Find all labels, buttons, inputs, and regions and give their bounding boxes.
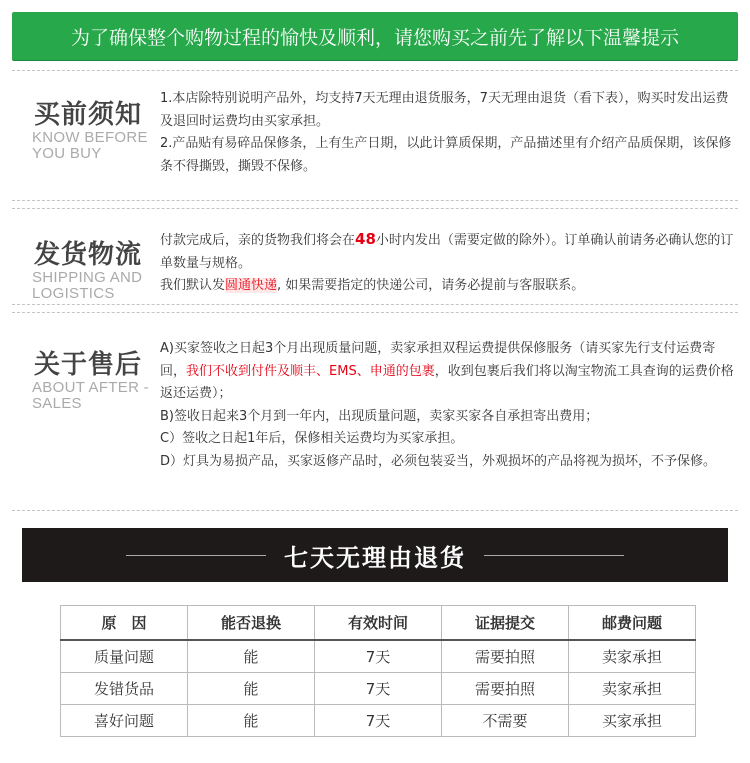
table-row [61, 705, 696, 737]
table-row [61, 640, 696, 673]
table-cell: 质量问题 [61, 640, 188, 673]
table-row [61, 673, 696, 705]
section-title: 关于售后 [34, 350, 143, 380]
return-policy-title-bar [22, 528, 728, 582]
decorative-line [484, 555, 624, 556]
section-subtitle: ABOUT AFTER -SALES [32, 379, 149, 412]
table-cell: 需要拍照 [442, 640, 569, 673]
section-know-before-you-buy [12, 84, 738, 194]
paragraph: 付款完成后，亲的货物我们将会在48小时内发出（需要定做的除外）。订单确认前请务必确认您的订单数量与规格。 [160, 230, 734, 271]
table-cell: 买家承担 [569, 705, 696, 737]
divider [12, 200, 738, 201]
table-header-cell: 证据提交 [442, 606, 569, 641]
divider [12, 304, 738, 305]
table-cell: 7天 [315, 673, 442, 705]
section-shipping-logistics [12, 224, 738, 314]
table-header-row [61, 606, 696, 641]
section-body [160, 228, 738, 298]
table-cell: 不需要 [442, 705, 569, 737]
section-subtitle: SHIPPING AND LOGISTICS [32, 269, 143, 302]
decorative-line [126, 555, 266, 556]
paragraph: 我们默认发圆通快递, 如果需要指定的快递公司，请务必提前与客服联系。 [160, 278, 585, 293]
paragraph: 2.产品贴有易碎品保修条，上有生产日期，以此计算质保期，产品描述里有介绍产品质保期，该保修条不得撕毁，撕毁不保修。 [160, 136, 732, 174]
table-cell: 卖家承担 [569, 673, 696, 705]
section-title: 买前须知 [34, 100, 143, 130]
paragraph: A)买家签收之日起3个月出现质量问题，卖家承担双程运费提供保修服务（请买家先行支付运费寄回，我们不收到付件及顺丰、EMS、申通的包裹，收到包裹后我们将以淘宝物流工具查询的运费价格返还运费）； [160, 341, 734, 401]
table-cell: 7天 [315, 705, 442, 737]
paragraph: C）签收之日起1年后，保修相关运费均为买家承担。 [160, 431, 464, 446]
divider [12, 510, 738, 511]
return-policy-table [60, 605, 696, 737]
table-cell: 需要拍照 [442, 673, 569, 705]
paragraph: 1.本店除特别说明产品外，均支持7天无理由退货服务，7天无理由退货（看下表），购买时发出运费及退回时运费均由买家承担。 [160, 91, 729, 129]
return-policy-title: 七天无理由退货 [284, 543, 466, 572]
table-cell: 7天 [315, 640, 442, 673]
section-title: 发货物流 [34, 240, 143, 270]
section-body [160, 338, 738, 473]
highlight-hours: 48 [355, 230, 376, 248]
divider [12, 208, 738, 209]
table-cell: 能 [188, 705, 315, 737]
table-header-cell: 邮费问题 [569, 606, 696, 641]
paragraph: B)签收日起来3个月到一年内，出现质量问题，卖家买家各自承担寄出费用； [160, 408, 599, 424]
section-body [160, 88, 738, 178]
paragraph: D）灯具为易损产品，买家返修产品时，必须包装妥当，外观损坏的产品将视为损坏，不予保修。 [160, 453, 717, 469]
table-cell: 发错货品 [61, 673, 188, 705]
table-header-cell: 能否退换 [188, 606, 315, 641]
table-cell: 喜好问题 [61, 705, 188, 737]
table-cell: 卖家承担 [569, 640, 696, 673]
divider [12, 70, 738, 71]
banner-text: 为了确保整个购物过程的愉快及顺利，请您购买之前先了解以下温馨提示 [70, 26, 679, 49]
table-cell: 能 [188, 640, 315, 673]
header-banner [12, 12, 738, 60]
table-cell: 能 [188, 673, 315, 705]
highlight-courier: 圆通快递 [225, 278, 278, 293]
section-subtitle: KNOW BEFORE YOU BUY [32, 129, 148, 162]
divider [12, 312, 738, 313]
highlight-excluded-couriers: 我们不收到付件及顺丰、EMS、申通的包裹 [186, 363, 435, 379]
section-after-sales [12, 334, 738, 504]
table-header-cell: 有效时间 [315, 606, 442, 641]
table-header-cell: 原 因 [61, 606, 188, 641]
